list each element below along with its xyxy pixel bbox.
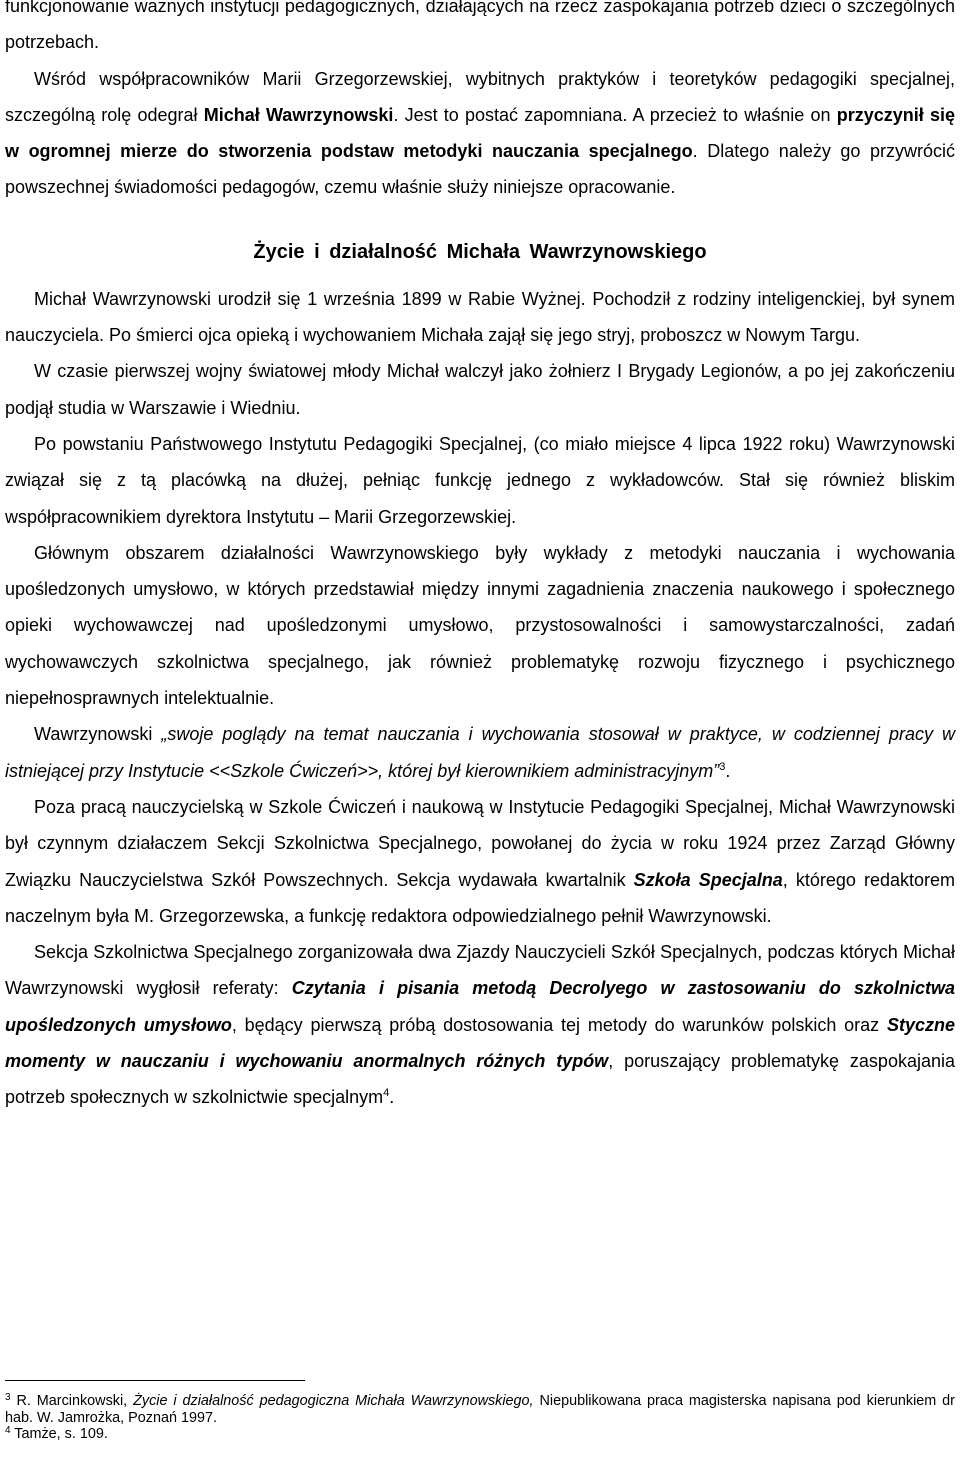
text-run: Poza pracą nauczycielską w Szkole Ćwiczeń i naukową w Instytucie Pedagogiki Specjalnej, Michał Wawrzynowski był czynnym działaczem Sekcji Szkolnictwa Specjalnego, powołanej do życia w roku 1924 przez Zarząd Główny Związku Nauczycielstwa Szkół Powszechnych. Sekcja wydawała kwartalnik: [5, 796, 955, 890]
paragraph-congresses: [5, 934, 955, 1115]
footnote-number: 4: [5, 1425, 11, 1436]
paragraph-war: [5, 353, 955, 426]
footnote-3: [5, 1393, 955, 1426]
paragraph-institute: [5, 426, 955, 535]
bold-name: Michał Wawrzynowski: [203, 104, 394, 125]
text-run: . Dlatego należy go przywrócić powszechnej świadomości pedagogów, czemu właśnie służy niniejsze opracowanie.: [5, 141, 955, 198]
text-run: . Jest to postać zapomniana. A przecież to właśnie on: [393, 104, 837, 125]
text-run: Głównym obszarem działalności Wawrzynowskiego były wykłady z metodyki nauczania i wychowania upośledzonych umysłowo, w których przedstawiał między innymi zagadnienia znaczenia naukowego i społecznego opieki wychowawczej nad upośledzonymi umysłowo, przystosowalności i samowystarczalności, zadań wychowawczych szkolnictwa specjalnego, jak również problematykę rozwoju fizycznego i psychicznego niepełnosprawnych intelektualnie.: [5, 542, 955, 709]
text-run: W czasie pierwszej wojny światowej młody Michał walczył jako żołnierz I Brygady Legionów, a po jej zakończeniu podjął studia w Warszawie i Wiedniu.: [5, 361, 955, 418]
text-run: .: [389, 1087, 395, 1108]
paragraph-birth: [5, 281, 955, 354]
paragraph-collaborators: [5, 61, 955, 206]
text-run: Michał Wawrzynowski urodził się 1 września 1899 w Rabie Wyżnej. Pochodził z rodziny inteligenckiej, był synem nauczyciela. Po śmierci ojca opieką i wychowaniem Michała zajął się jego stryj, proboszcz w Nowym Targu.: [5, 288, 955, 346]
bold-italic-title: Szkoła Specjalna: [633, 869, 783, 890]
text-run: funkcjonowanie ważnych instytucji pedagogicznych, działających na rzecz zaspokajania potrzeb dzieci o szczególnych potrzebach.: [5, 0, 955, 53]
paragraph-lectures: [5, 535, 955, 716]
italic-title: Życie i działalność pedagogiczna Michała Wawrzynowskiego,: [133, 1393, 534, 1409]
text-run: Wawrzynowski: [34, 724, 162, 745]
text-run: Po powstaniu Państwowego Instytutu Pedagogiki Specjalnej, (co miało miejsce 4 lipca 1922 roku) Wawrzynowski związał się z tą placówką na dłużej, pełniąc funkcję jednego z wykładowców. Stał się również bliskim współpracownikiem dyrektora Instytutu – Marii Grzegorzewskiej.: [5, 433, 955, 527]
footnote-4: [5, 1426, 955, 1443]
document-body: [5, 0, 955, 1116]
paragraph-section-activity: [5, 789, 955, 934]
bold-italic-title: Styczne momenty w nauczaniu i wychowaniu anormalnych różnych typów: [5, 1014, 955, 1072]
footnote-divider: [5, 1380, 305, 1381]
footnote-number: 3: [5, 1392, 11, 1403]
italic-quote: „swoje poglądy na temat nauczania i wychowania stosował w praktyce, w codziennej pracy w istniejącej przy Instytucie <<Szkole Ćwiczeń>>, której był kierownikiem administracyjnym”: [5, 724, 955, 781]
text-run: Wśród współpracowników Marii Grzegorzewskiej, wybitnych praktyków i teoretyków pedagogiki specjalnej, szczególną rolę odegrał: [5, 68, 955, 125]
footnote-ref[interactable]: 4: [383, 1087, 390, 1100]
footnote-ref[interactable]: 3: [719, 760, 726, 773]
paragraph-intro-continuation: [5, 0, 955, 61]
text-run: Niepublikowana praca magisterska napisana pod kierunkiem dr hab. W. Jamrożka, Poznań 1997.: [5, 1393, 955, 1426]
text-run: , poruszający problematykę zaspokajania potrzeb społecznych w szkolnictwie specjalnym: [5, 1051, 955, 1108]
text-run: .: [725, 760, 731, 781]
text-run: , będący pierwszą próbą dostosowania tej metody do warunków polskich oraz: [231, 1014, 887, 1035]
paragraph-quote: [5, 716, 955, 789]
bold-italic-title: Czytania i pisania metodą Decrolyego w zastosowaniu do szkolnictwa upośledzonych umysłowo: [5, 978, 956, 1035]
section-heading: Życie i działalność Michała Wawrzynowskiego: [253, 240, 707, 263]
footnotes-section: [5, 1380, 955, 1443]
bold-emphasis: przyczynił się w ogromnej mierze do stworzenia podstaw metodyki nauczania specjalnego: [5, 104, 955, 162]
text-run: Tamże, s. 109.: [10, 1426, 108, 1442]
text-run: Sekcja Szkolnictwa Specjalnego zorganizowała dwa Zjazdy Nauczycieli Szkół Specjalnych, podczas których Michał Wawrzynowski wygłosił referaty:: [5, 942, 955, 999]
text-run: R. Marcinkowski,: [10, 1393, 134, 1409]
text-run: , którego redaktorem naczelnym była M. Grzegorzewska, a funkcję redaktora odpowiedzialnego pełnił Wawrzynowski.: [5, 869, 955, 926]
